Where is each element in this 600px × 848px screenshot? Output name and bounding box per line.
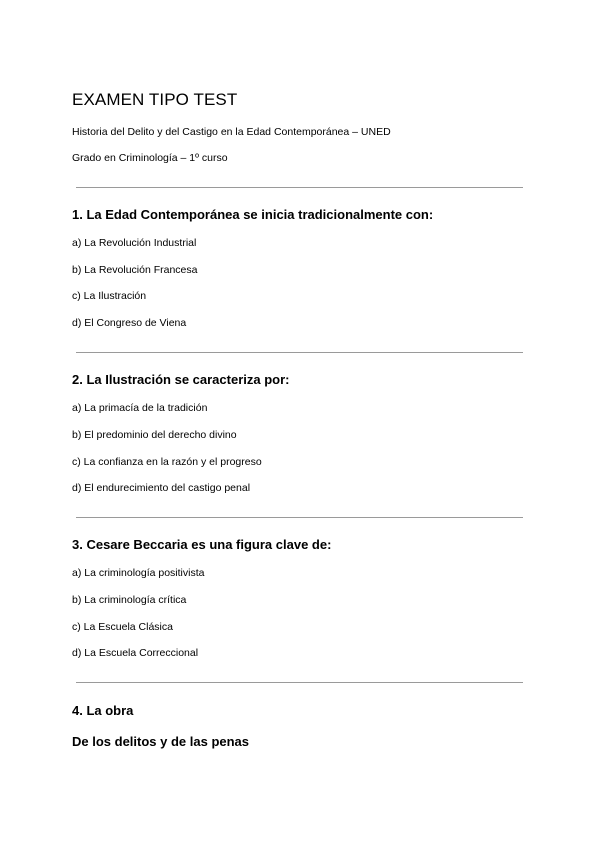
question-1-option-a: a) La Revolución Industrial [72, 237, 197, 249]
question-2-option-b: b) El predominio del derecho divino [72, 429, 237, 441]
document-title: EXAMEN TIPO TEST [72, 90, 238, 109]
section-divider [76, 352, 523, 353]
question-3-option-a: a) La criminología positivista [72, 567, 205, 579]
section-divider [76, 187, 523, 188]
question-3-option-c: c) La Escuela Clásica [72, 621, 173, 633]
question-2-option-d: d) El endurecimiento del castigo penal [72, 482, 251, 494]
question-1-title: 1. La Edad Contemporánea se inicia tradicionalmente con: [72, 207, 434, 222]
section-divider [76, 682, 523, 683]
question-3-option-d: d) La Escuela Correccional [72, 647, 199, 659]
question-3-title: 3. Cesare Beccaria es una figura clave de: [72, 537, 332, 552]
question-4-title: 4. La obra [72, 703, 134, 718]
question-1-option-d: d) El Congreso de Viena [72, 317, 187, 329]
document-course: Grado en Criminología – 1º curso [72, 152, 228, 164]
question-2-title: 2. La Ilustración se caracteriza por: [72, 372, 290, 387]
question-2-option-a: a) La primacía de la tradición [72, 402, 208, 414]
question-1-option-c: c) La Ilustración [72, 290, 147, 302]
question-1-option-b: b) La Revolución Francesa [72, 264, 198, 276]
question-2-option-c: c) La confianza en la razón y el progreso [72, 456, 262, 468]
question-4-work-title: De los delitos y de las penas [72, 734, 250, 749]
document-subject: Historia del Delito y del Castigo en la Edad Contemporánea – UNED [72, 126, 391, 138]
section-divider [76, 517, 523, 518]
question-3-option-b: b) La criminología crítica [72, 594, 187, 606]
